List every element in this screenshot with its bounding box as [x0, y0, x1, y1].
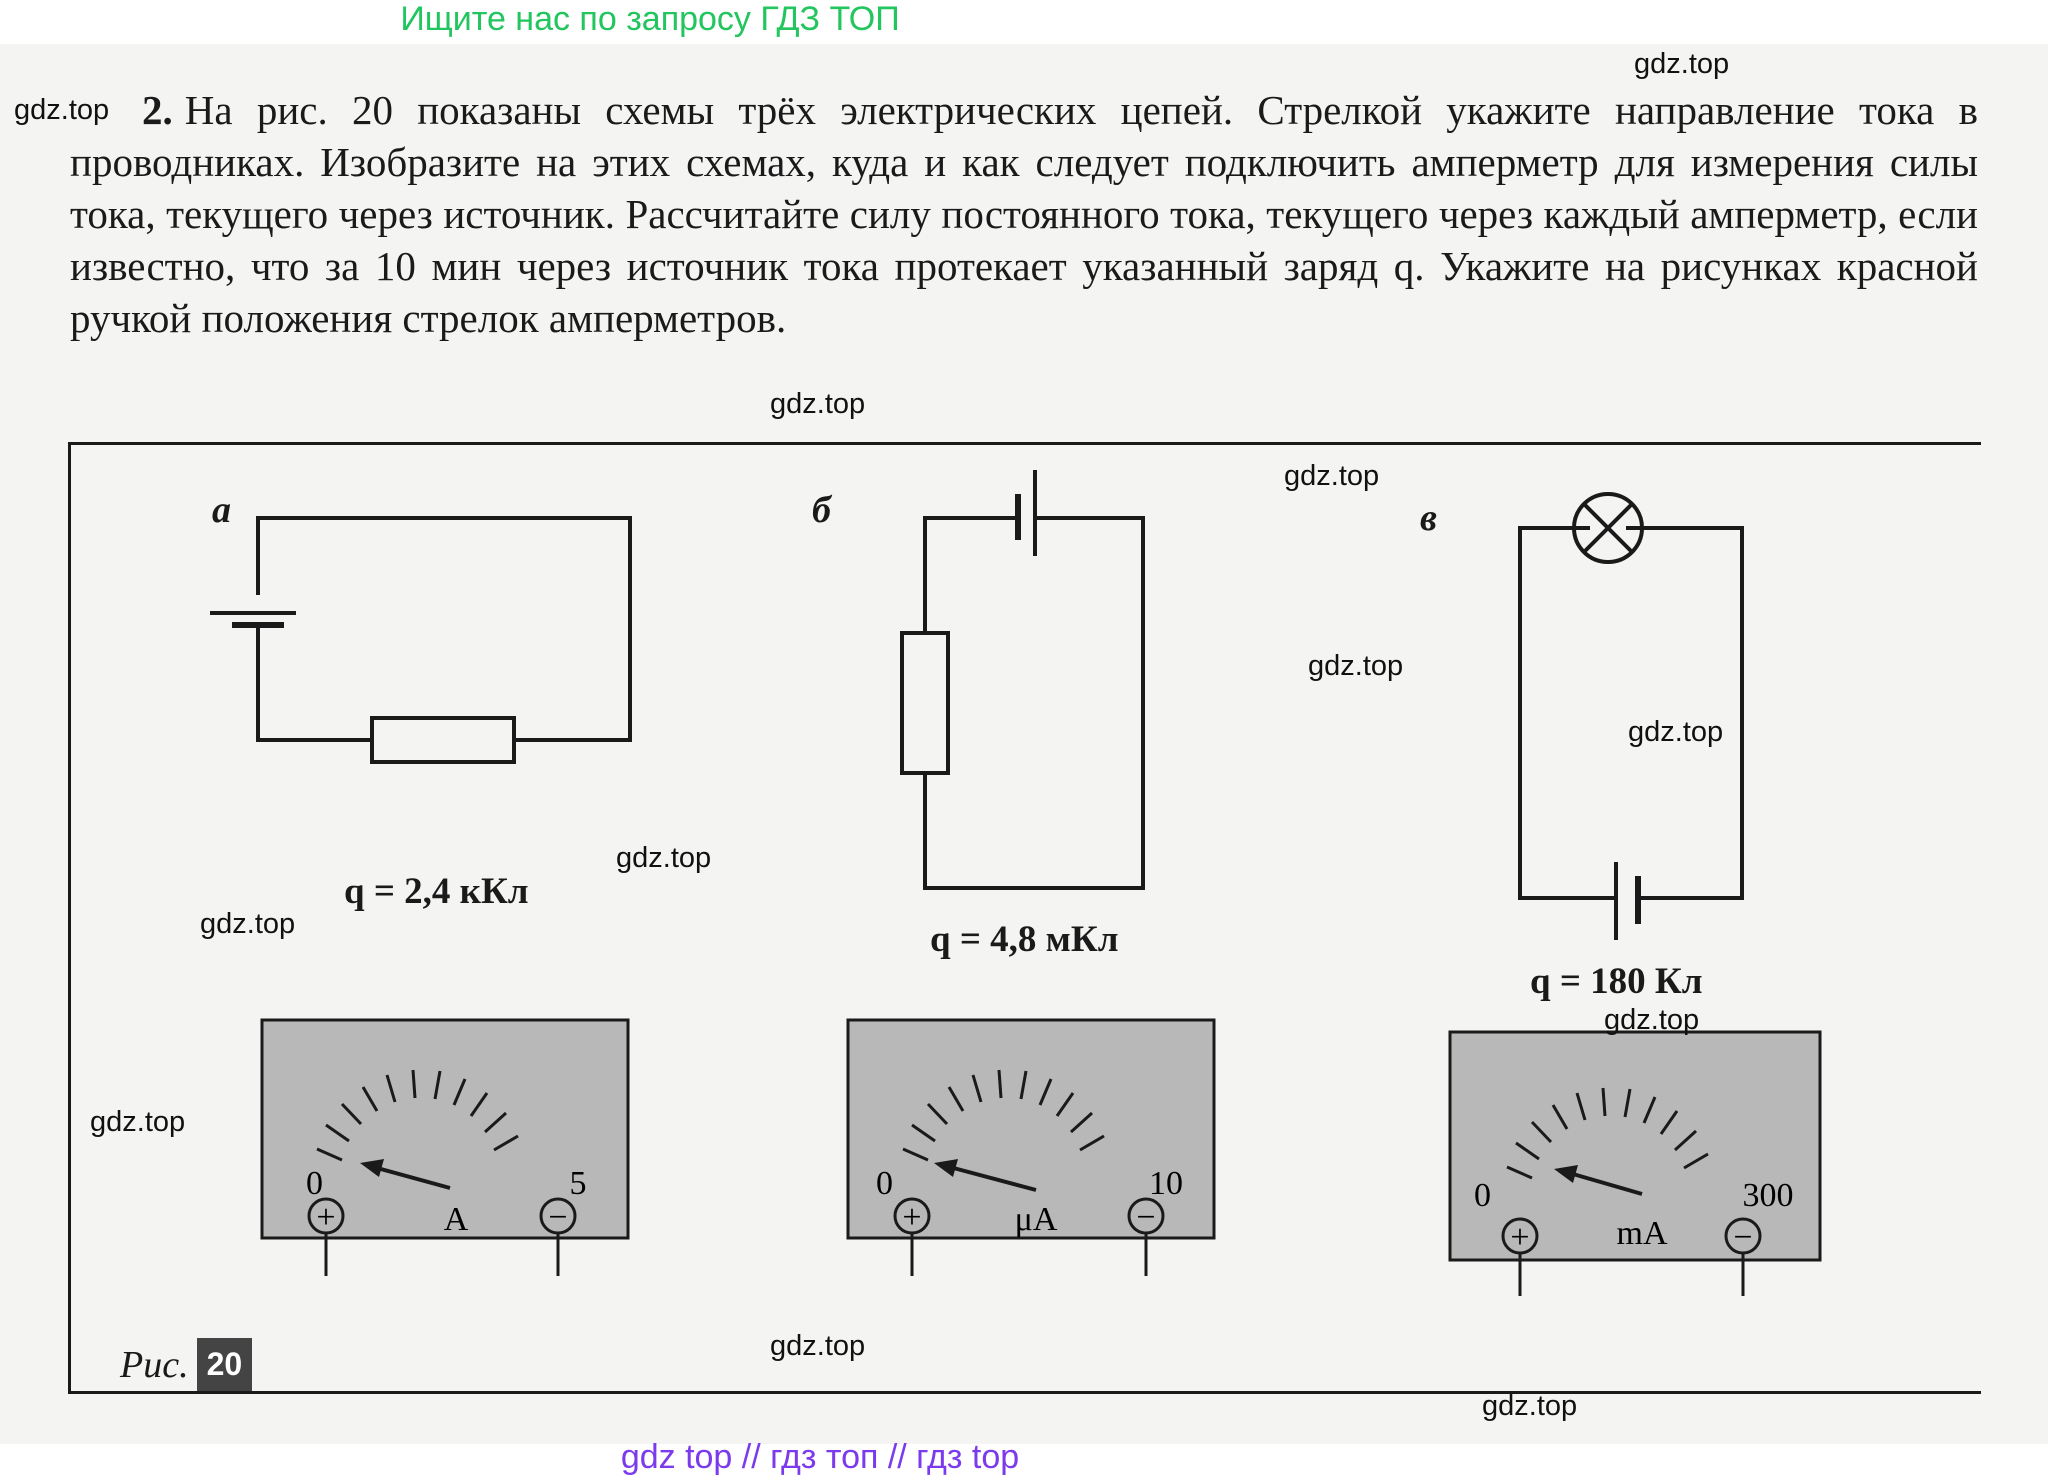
circuit-b: [902, 470, 1143, 888]
charge-label-a: q = 2,4 кКл: [344, 871, 529, 912]
minus-terminal-sign: −: [1733, 1219, 1753, 1256]
plus-terminal-sign: +: [316, 1199, 336, 1236]
unit-label: μA: [1014, 1201, 1058, 1238]
watermark: gdz.top: [1604, 1004, 1700, 1036]
task-number: 2.: [142, 87, 173, 133]
scale-max-label: 300: [1742, 1177, 1794, 1214]
plus-terminal-sign: +: [1510, 1219, 1530, 1256]
scale-min-label: 0: [306, 1165, 323, 1202]
unit-label: A: [443, 1201, 469, 1238]
ammeter-2: [846, 1018, 1216, 1278]
resistor-b: [902, 633, 948, 773]
scale-min-label: 0: [1474, 1177, 1491, 1214]
scale-max-label: 10: [1149, 1165, 1183, 1202]
watermark: gdz.top: [1284, 460, 1380, 492]
plus-terminal-sign: +: [902, 1199, 922, 1236]
charge-label-b: q = 4,8 мКл: [930, 919, 1119, 960]
resistor-a: [372, 718, 514, 762]
bottom-banner: gdz top // гдз топ // гдз top: [620, 1438, 1020, 1476]
charge-label-c: q = 180 Кл: [1530, 961, 1703, 1002]
scale-max-label: 5: [569, 1165, 587, 1202]
circuit-label-a: а: [212, 489, 231, 531]
top-banner: Ищите нас по запросу ГДЗ ТОП: [400, 0, 900, 38]
watermark: gdz.top: [90, 1106, 186, 1138]
watermark: gdz.top: [200, 908, 296, 940]
figure-caption: [120, 1338, 252, 1391]
circuit-a: [210, 518, 630, 762]
circuit-label-c: в: [1420, 497, 1437, 539]
watermark: gdz.top: [1634, 48, 1730, 80]
minus-terminal-sign: −: [548, 1199, 568, 1236]
watermark: gdz.top: [1628, 716, 1724, 748]
watermark: gdz.top: [770, 1330, 866, 1362]
figure-number: 20: [197, 1338, 253, 1391]
watermark: gdz.top: [1482, 1390, 1578, 1422]
circuit-label-b: б: [812, 489, 831, 531]
unit-label: mA: [1616, 1215, 1668, 1252]
ammeter-3: [1448, 1030, 1828, 1300]
watermark: gdz.top: [14, 94, 110, 126]
watermark: gdz.top: [770, 388, 866, 420]
watermark: gdz.top: [1308, 650, 1404, 682]
figure-caption-label: Рис.: [120, 1343, 189, 1386]
scale-min-label: 0: [876, 1165, 893, 1202]
task-text: На рис. 20 показаны схемы трёх электрических цепей. Стрелкой укажите направление тока в проводниках. Изобразите на этих схемах, куда и как следует подключить амперметр для измерения силы тока, текущего через источник. Рассчитайте силу постоянного тока, текущего через каждый амперметр, если известно, что за 10 мин через источник тока протекает указанный заряд q. Укажите на рисунках красной ручкой положения стрелок амперметров.: [70, 87, 1978, 341]
watermark: gdz.top: [616, 842, 712, 874]
minus-terminal-sign: −: [1136, 1199, 1156, 1236]
ammeter-1: [260, 1018, 630, 1278]
